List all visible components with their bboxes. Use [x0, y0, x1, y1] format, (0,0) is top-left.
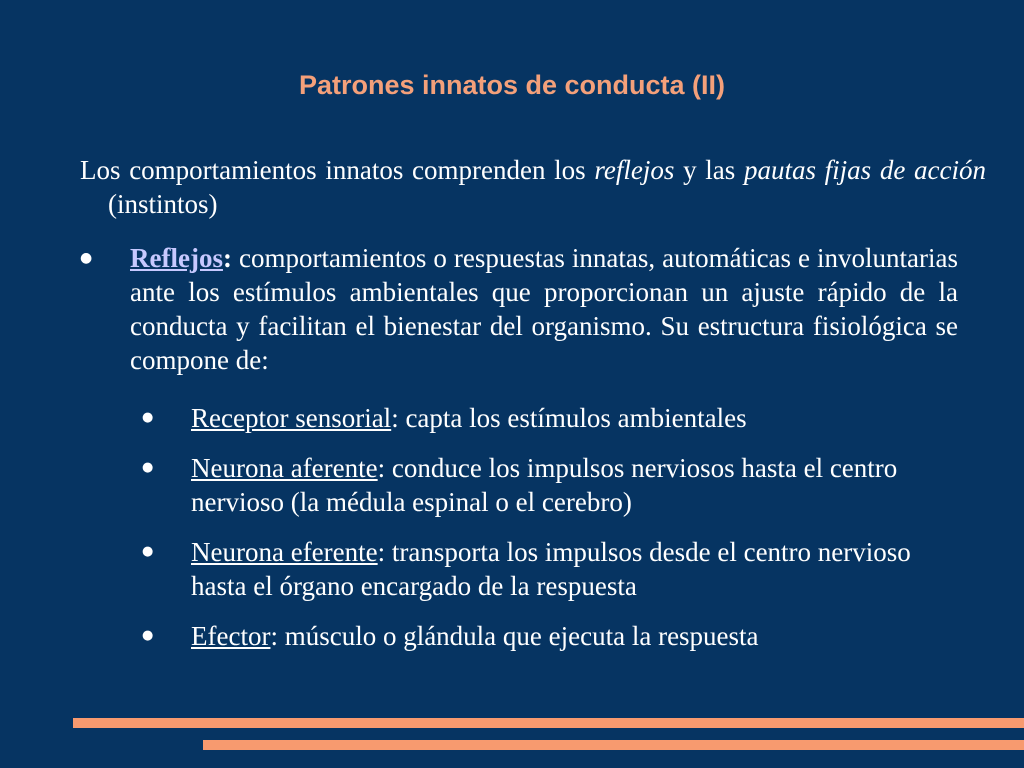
intro-text-2: y las: [674, 155, 744, 185]
accent-bar-bottom: [203, 740, 1024, 750]
bullet-icon: ●: [142, 460, 154, 475]
component-text: : músculo o glándula que ejecuta la respuesta: [270, 621, 759, 651]
bullet-icon: ●: [142, 628, 154, 643]
component-term: Receptor sensorial: [191, 403, 392, 433]
component-aferente: [191, 451, 931, 519]
component-term: Neurona eferente: [191, 537, 378, 567]
slide-title: Patrones innatos de conducta (II): [298, 70, 726, 100]
component-term: Efector: [191, 621, 271, 651]
reflejos-definition: [130, 241, 958, 377]
intro-emphasis-pautas: pautas fijas de acción: [743, 155, 987, 185]
component-text: : conduce los impulsos nerviosos hasta el centro nervioso (la médula espinal o el cerebro): [191, 453, 898, 517]
intro-paragraph: [80, 153, 986, 221]
bullet-icon: ●: [142, 410, 154, 425]
component-term: Neurona aferente: [191, 453, 378, 483]
component-receptor: [191, 401, 931, 435]
reflejos-text: comportamientos o respuestas innatas, automáticas e involuntarias ante los estímulos ambientales que proporcionan un ajuste rápido de la conducta y facilitan el bienestar del organismo. Su estructura fisiológica se compone de:: [130, 243, 958, 375]
reflejos-term: Reflejos: [130, 243, 223, 273]
component-eferente: [191, 535, 931, 603]
component-text: : capta los estímulos ambientales: [391, 403, 747, 433]
bullet-icon: ●: [142, 544, 154, 559]
intro-emphasis-reflejos: reflejos: [594, 155, 675, 185]
component-efector: [191, 619, 931, 653]
intro-text-3: (instintos): [108, 189, 218, 219]
bullet-icon: ●: [80, 250, 93, 266]
intro-text-1: Los comportamientos innatos comprenden los: [80, 155, 595, 185]
accent-bar-top: [73, 718, 1024, 728]
component-text: : transporta los impulsos desde el centro nervioso hasta el órgano encargado de la respuesta: [191, 537, 911, 601]
reflejos-colon: :: [222, 243, 232, 273]
